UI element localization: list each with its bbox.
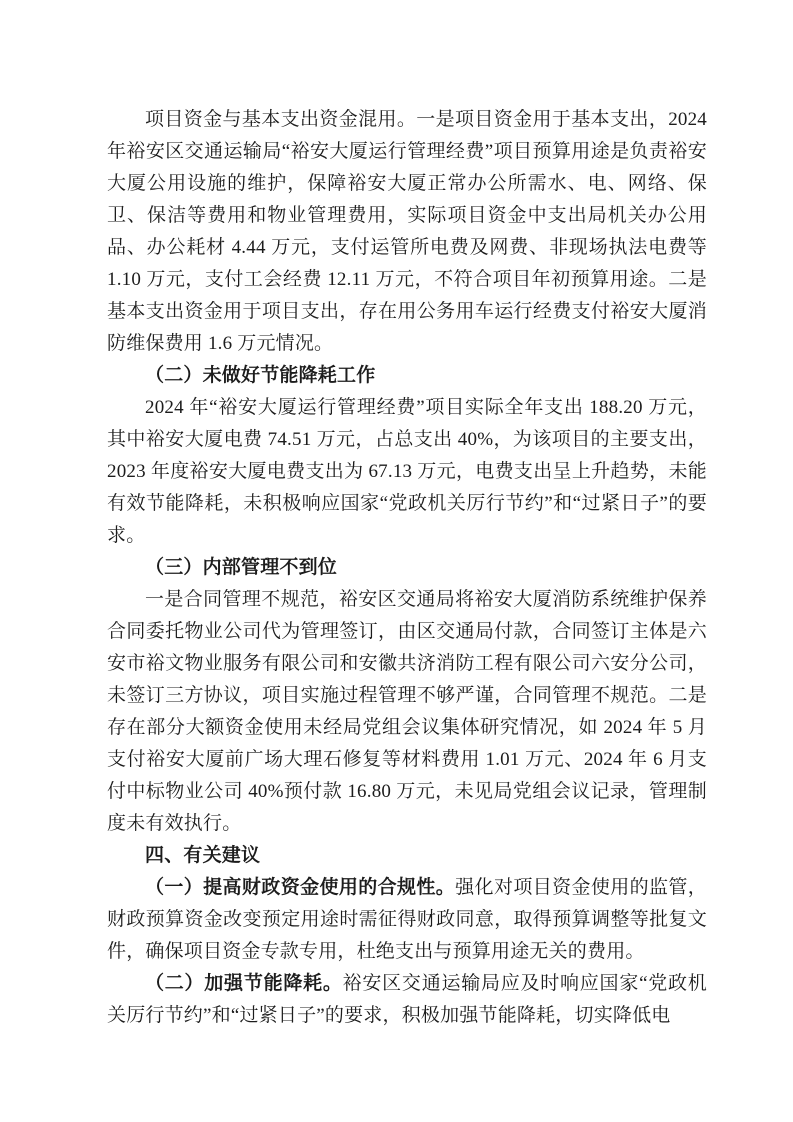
paragraph (107, 392, 707, 552)
paragraph-text: 四、有关建议 (145, 845, 261, 866)
paragraph-text: （二）未做好节能降耗工作 (145, 365, 376, 386)
document-body (107, 104, 707, 1032)
section-heading (107, 840, 707, 872)
paragraph (107, 872, 707, 968)
paragraph-lead: （一）提高财政资金使用的合规性。 (145, 877, 456, 898)
paragraph-text: 项目资金与基本支出资金混用。一是项目资金用于基本支出，2024 年裕安区交通运输局“裕安大厦运行管理经费”项目预算用途是负责裕安大厦公用设施的维护，保障裕安大厦正常办公所需水、电、网络、保卫、保洁等费用和物业管理费用，实际项目资金中支出局机关办公用品、办公耗材 4.44 万元，支付运管所电费及网费、非现场执法电费等 1.10 万元，支付工会经费 12.11 万元，不符合项目年初预算用途。二是基本支出资金用于项目支出，存在用公务用车运行经费支付裕安大厦消防维保费用 1.6 万元情况。 (107, 109, 707, 354)
section-heading (107, 552, 707, 584)
paragraph-text: 裕安区交通运输局应及时响应国家“党政机关厉行节约”和“过紧日子”的要求，积极加强节能降耗，切实降低电 (107, 973, 707, 1026)
paragraph-text: （三）内部管理不到位 (145, 557, 338, 578)
paragraph-text: 2024 年“裕安大厦运行管理经费”项目实际全年支出 188.20 万元，其中裕安大厦电费 74.51 万元，占总支出 40%，为该项目的主要支出，2023 年度裕安大厦电费支出为 67.13 万元，电费支出呈上升趋势，未能有效节能降耗，未积极响应国家“党政机关厉行节约”和“过紧日子”的要求。 (107, 397, 707, 546)
section-heading (107, 360, 707, 392)
paragraph (107, 104, 707, 360)
paragraph-lead: （二）加强节能降耗。 (145, 973, 343, 994)
paragraph (107, 584, 707, 840)
paragraph-text: 一是合同管理不规范，裕安区交通局将裕安大厦消防系统维护保养合同委托物业公司代为管理签订，由区交通局付款，合同签订主体是六安市裕文物业服务有限公司和安徽共济消防工程有限公司六安分公司，未签订三方协议，项目实施过程管理不够严谨，合同管理不规范。二是存在部分大额资金使用未经局党组会议集体研究情况，如 2024 年 5 月支付裕安大厦前广场大理石修复等材料费用 1.01 万元、2024 年 6 月支付中标物业公司 40%预付款 16.80 万元，未见局党组会议记录，管理制度未有效执行。 (107, 589, 707, 834)
paragraph-text: 强化对项目资金使用的监管，财政预算资金改变预定用途时需征得财政同意，取得预算调整等批复文件，确保项目资金专款专用，杜绝支出与预算用途无关的费用。 (107, 877, 707, 962)
paragraph (107, 968, 707, 1032)
